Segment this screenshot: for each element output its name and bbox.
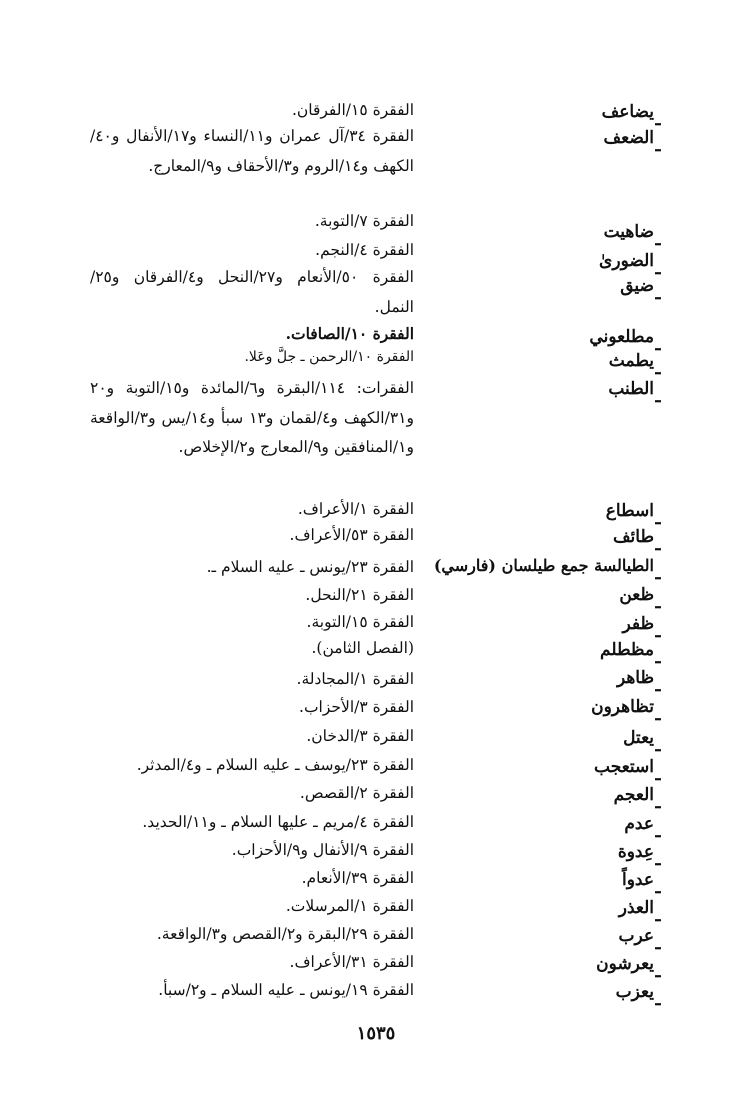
entry-reference: (الفصل الثامن).: [311, 639, 414, 657]
entry-dash: ـ: [655, 509, 661, 529]
entry-dash: ـ: [655, 736, 661, 756]
entry-dash: ـ: [655, 793, 661, 813]
entry-dash: ـ: [655, 878, 661, 898]
entry-dash: ـ: [655, 593, 661, 613]
page-number: ١٥٣٥: [356, 1023, 396, 1044]
entry-reference: الفقرة ١٠/الرحمن ـ جلَّ وعَلا.: [244, 349, 414, 365]
entry-reference: الفقرة ٣٤/آل عمران و١١/النساء و١٧/الأنفال و٤٠/الكهف و١٤/الروم و٣/الأحقاف و٩/المعارج.: [90, 127, 414, 175]
entry-dash: ـ: [655, 648, 661, 668]
entry-term: طائف: [612, 527, 654, 547]
entry-dash: ـ: [655, 765, 661, 785]
entry-term: يعتل: [623, 728, 654, 748]
entry-term: ظعن: [619, 585, 654, 605]
entry-reference: الفقرة ٥٠/الأنعام و٢٧/النحل و٤/الفرقان و٢٥/النمل.: [90, 268, 414, 316]
entry-term: العذر: [618, 898, 654, 918]
entry-reference: الفقرة ٢٣/يونس ـ عليه السلام ـ.: [206, 558, 414, 576]
entry-term: عِدوة: [617, 842, 654, 862]
entry-term: ضاهيت: [603, 222, 654, 242]
entry-reference: الفقرة ٢٩/البقرة و٢/القصص و٣/الواقعة.: [156, 925, 414, 943]
entry-term: اسطاع: [605, 501, 654, 521]
entry-reference: الفقرة ٤/النجم.: [315, 241, 414, 259]
entry-reference: الفقرة ١٠/الصافات.: [285, 324, 414, 343]
entry-dash: ـ: [655, 906, 661, 926]
entry-dash: ـ: [655, 622, 661, 642]
entry-dash: ـ: [655, 110, 661, 130]
entry-dash: ـ: [655, 990, 661, 1010]
entry-dash: ـ: [655, 387, 661, 407]
entry-term: الضورىٰ: [599, 251, 654, 271]
entry-term: الطيالسة جمع طيلسان (فارسي): [433, 556, 654, 575]
entry-term: عرب: [618, 926, 654, 946]
entry-reference: الفقرة ٧/التوبة.: [314, 212, 414, 230]
entry-term: يطمث: [608, 351, 654, 371]
entry-reference: الفقرة ١/الأعراف.: [297, 500, 414, 518]
entry-term: عدم: [624, 814, 654, 834]
entry-dash: ـ: [655, 136, 661, 156]
entry-dash: ـ: [655, 705, 661, 725]
entry-term: يعرشون: [596, 954, 654, 974]
entry-dash: ـ: [655, 259, 661, 279]
entry-reference: الفقرات: ١١٤/البقرة و٦/المائدة و١٥/التوبة و٢٠ و٣١/الكهف و٤/لقمان و١٣ سبأ و١٤/يس و٣/الواقعة و١/المنافقين و٩/المعارج و٢/الإخلاص.: [90, 379, 414, 456]
entry-dash: ـ: [655, 335, 661, 355]
entry-term: تظاهرون: [591, 697, 654, 717]
entry-reference: الفقرة ٤/مريم ـ عليها السلام ـ و١١/الحديد.: [142, 813, 414, 831]
entry-reference: الفقرة ٣١/الأعراف.: [289, 953, 414, 971]
entry-term: يضاعف: [601, 102, 654, 122]
entry-dash: ـ: [655, 284, 661, 304]
entry-term: استعجب: [594, 757, 654, 777]
entry-reference: الفقرة ٣/الأحزاب.: [299, 698, 414, 716]
entry-dash: ـ: [655, 822, 661, 842]
entry-dash: ـ: [655, 962, 661, 982]
entry-reference: الفقرة ١٥/الفرقان.: [291, 101, 414, 119]
entry-reference: الفقرة ٢١/النحل.: [305, 586, 414, 604]
entry-reference: الفقرة ١٩/يونس ـ عليه السلام ـ و٢/سبأ.: [158, 981, 414, 999]
entry-term: الضعف: [603, 128, 654, 148]
entry-dash: ـ: [655, 230, 661, 250]
entry-dash: ـ: [655, 564, 661, 584]
entry-reference: الفقرة ١/المجادلة.: [296, 670, 414, 688]
entry-dash: ـ: [655, 676, 661, 696]
entry-term: عدواً: [622, 870, 654, 890]
entry-reference: الفقرة ٢/القصص.: [299, 784, 414, 802]
entry-term: مظطلم: [600, 640, 654, 660]
entry-reference: الفقرة ١/المرسلات.: [285, 897, 414, 915]
entry-dash: ـ: [655, 535, 661, 555]
entry-term: مطلعوني: [589, 327, 654, 347]
entry-dash: ـ: [655, 934, 661, 954]
entry-reference: الفقرة ٢٣/يوسف ـ عليه السلام ـ و٤/المدثر.: [136, 756, 414, 774]
entry-term: ظاهر: [616, 668, 654, 688]
entry-dash: ـ: [655, 359, 661, 379]
entry-reference: الفقرة ٥٣/الأعراف.: [289, 526, 414, 544]
entry-reference: الفقرة ١٥/التوبة.: [306, 613, 414, 631]
entry-term: ظفر: [622, 614, 654, 634]
entry-term: الطنب: [608, 379, 654, 399]
entry-dash: ـ: [655, 850, 661, 870]
entry-reference: الفقرة ٩/الأنفال و٩/الأحزاب.: [231, 841, 414, 859]
entry-reference: الفقرة ٣٩/الأنعام.: [301, 869, 414, 887]
entry-reference: الفقرة ٣/الدخان.: [306, 727, 414, 745]
entry-term: العجم: [613, 785, 654, 805]
entry-term: ضيق: [620, 276, 654, 296]
entry-term: يعزب: [615, 982, 654, 1002]
